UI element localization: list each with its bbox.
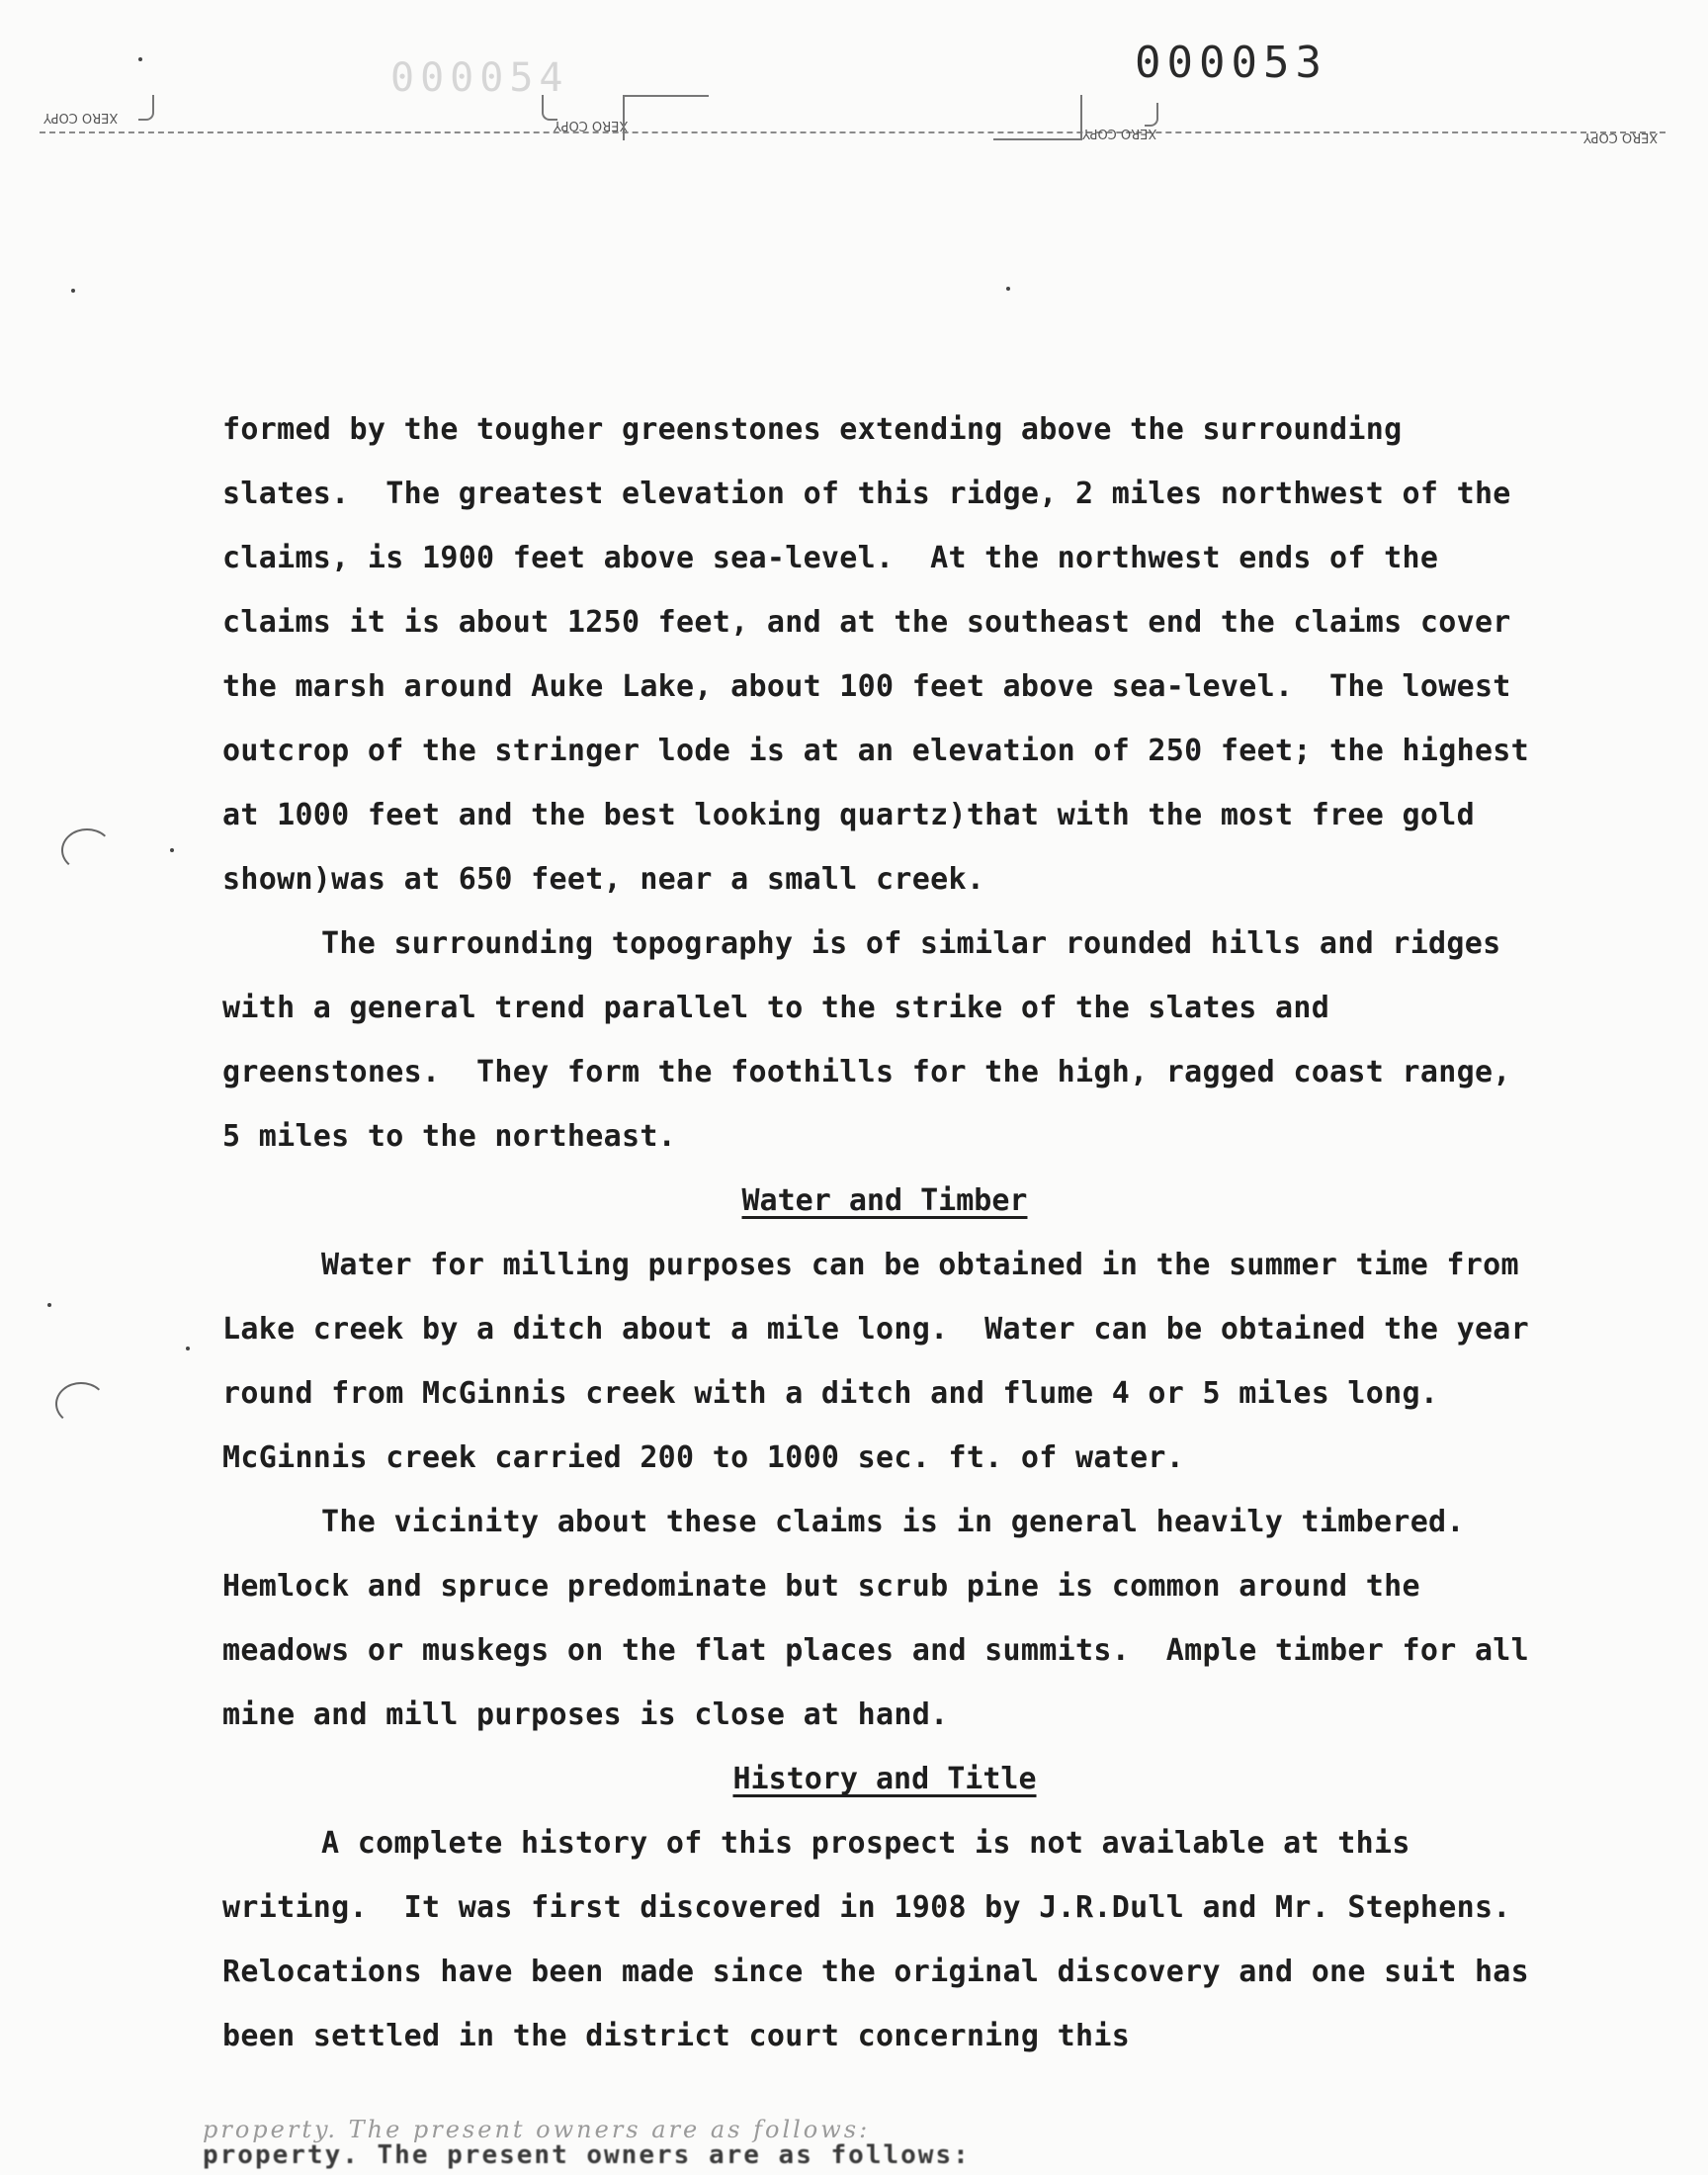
handwritten-note: property. The present owners are as follows: [203, 2116, 871, 2143]
paragraph: The surrounding topography is of similar rounded hills and ridges with a general trend parallel to the strike of the slates and greenstones. They form the foothills for the high, ragged coast range, 5 miles to the northeast. [222, 926, 1530, 1154]
xero-copy-stamp-center-left: XERO COPY [554, 118, 629, 132]
page-number: 000053 [1135, 38, 1327, 88]
clip-mark [1145, 103, 1158, 127]
punch-hole-mark [55, 1382, 107, 1426]
speck [71, 289, 75, 293]
clip-mark [138, 95, 154, 121]
clip-mark [993, 95, 1082, 140]
document-body [222, 397, 1547, 2068]
xero-copy-stamp-left: XERO COPY [43, 110, 119, 125]
paragraph: The vicinity about these claims is in general heavily timbered. Hemlock and spruce predominate but scrub pine is common around the meadows or muskegs on the flat places and summits. Ample timber for all mine and mill purposes is close at hand. [222, 1505, 1548, 1732]
speck [186, 1347, 190, 1350]
fold-line [40, 131, 1665, 133]
paragraph: formed by the tougher greenstones extending above the surrounding slates. The greatest elevation of this ridge, 2 miles northwest of the claims, is 1900 feet above sea-level. At the northwest ends of the claims it is about 1250 feet, and at the southeast end the claims cover the marsh around Auke Lake, about 100 feet above sea-level. The lowest outcrop of the stringer lode is at an elevation of 250 feet; the highest at 1000 feet and the best looking quartz)that with the most free gold shown)was at 650 feet, near a small creek. [222, 412, 1548, 897]
xero-copy-stamp-center-right: XERO COPY [1082, 126, 1157, 140]
paragraph: Water for milling purposes can be obtained in the summer time from Lake creek by a ditch about a mile long. Water can be obtained the year round from McGinnis creek with a ditch and flume 4 or 5 miles long. McGinnis creek carried 200 to 1000 sec. ft. of water. [222, 1248, 1548, 1475]
xero-copy-stamp-right: XERO COPY [1583, 130, 1659, 144]
bleed-through-page-number: 000054 [390, 55, 569, 101]
section-heading-history-and-title: History and Title [732, 1762, 1037, 1796]
speck [138, 57, 142, 61]
speck [1006, 287, 1010, 291]
cut-off-last-line: property. The present owners are as follows: [203, 2140, 971, 2170]
paragraph: A complete history of this prospect is not available at this writing. It was first discovered in 1908 by J.R.Dull and Mr. Stephens. Relocations have been made since the original discovery and one suit has been settled in the district court concerning this [222, 1826, 1548, 2053]
section-heading-water-and-timber: Water and Timber [741, 1183, 1028, 1218]
clip-mark [542, 95, 557, 121]
punch-hole-mark [61, 828, 113, 872]
speck [47, 1303, 51, 1307]
clip-mark [623, 95, 709, 140]
speck [170, 848, 174, 852]
